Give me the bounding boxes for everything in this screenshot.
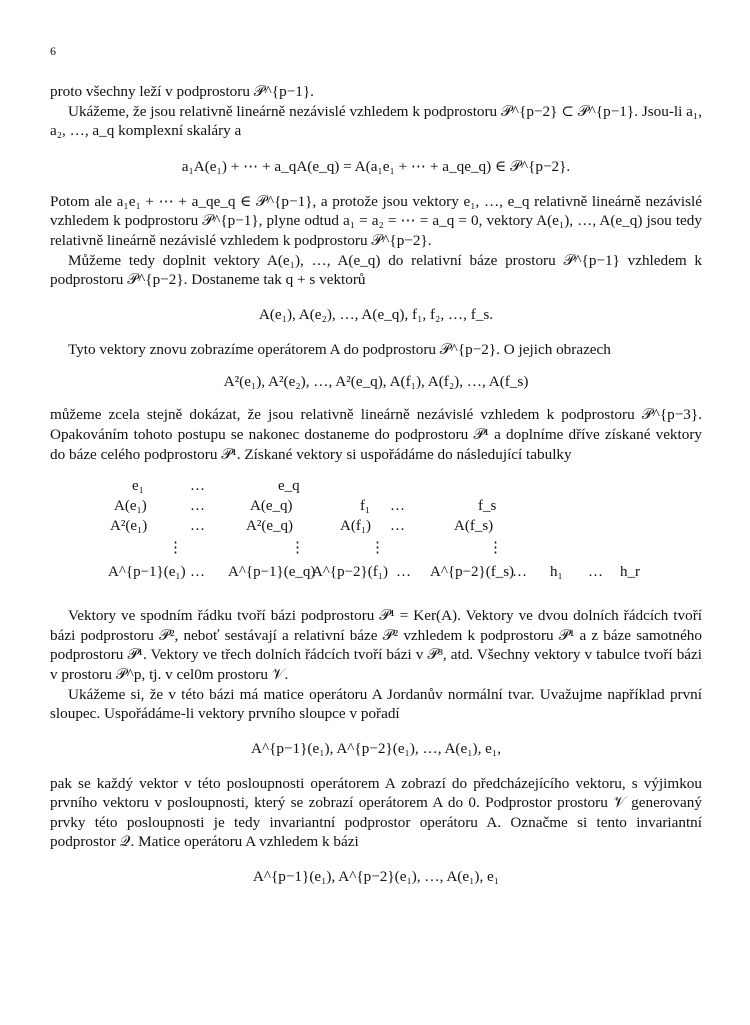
page-number: 6 xyxy=(50,44,56,58)
paragraph-6: můžeme zcela stejně dokázat, že jsou relativně lineárně nezávislé vzhledem k podprostoru 𝒫^{p−3}. Opakováním tohoto postupu se nakonec dostaneme do podprostoru 𝒫¹ a doplníme dříve získané vektory do báze celého podprostoru 𝒫¹. Získané vektory si uspořádáme do následující tabulky xyxy=(50,406,702,463)
table-cell: A^{p−2}(f₁) xyxy=(312,564,388,581)
paragraph-5: Tyto vektory znovu zobrazíme operátorem A do podprostoru 𝒫^{p−2}. O jejich obrazech xyxy=(68,340,611,358)
table-cell: … xyxy=(190,564,205,581)
table-cell: … xyxy=(190,518,205,535)
table-cell: f₁ xyxy=(360,498,371,515)
table-cell: A^{p−2}(f_s) xyxy=(430,564,515,581)
table-cell: A^{p−1}(e₁) xyxy=(108,564,186,581)
paragraph-4: Můžeme tedy doplnit vektory A(e₁), …, A(e_q) do relativní báze prostoru 𝒫^{p−1} vzhledem k podprostoru 𝒫^{p−2}. Dostaneme tak q + s vektorů xyxy=(50,251,702,289)
table-cell: A^{p−1}(e_q) xyxy=(228,564,316,581)
table-cell: A(e_q) xyxy=(250,498,293,515)
table-cell: h₁ xyxy=(550,564,563,581)
table-cell: … xyxy=(190,478,205,495)
table-cell: … xyxy=(396,564,411,581)
equation-5: A^{p−1}(e₁), A^{p−2}(e₁), …, A(e₁), e₁ xyxy=(252,868,500,886)
table-cell: e₁ xyxy=(132,478,144,495)
table-cell: … xyxy=(390,518,405,535)
table-cell: h_r xyxy=(620,564,640,581)
table-cell: ⋮ xyxy=(488,540,503,557)
table-cell: f_s xyxy=(478,498,497,515)
equation-3: A²(e₁), A²(e₂), …, A²(e_q), A(f₁), A(f₂), …, A(f_s) xyxy=(223,373,529,391)
paragraph-1: proto všechny leží v podprostoru 𝒫^{p−1}. xyxy=(50,83,314,100)
table-cell: A(f₁) xyxy=(340,518,372,535)
paragraph-7: Vektory ve spodním řádku tvoří bázi podprostoru 𝒫¹ = Ker(A). Vektory ve dvou dolních řádcích tvoří bázi podprostoru 𝒫², neboť sestávají a relativní báze 𝒫² vzhledem k podprostoru 𝒫¹ a z báze samotného podprostoru 𝒫¹. Vektory ve třech dolních řádcích tvoří bázi v 𝒫³, atd. Všechny vektory v tabulce tvoří bázi v prostoru 𝒫^p, tj. v cel0m prostoru 𝒱. xyxy=(50,607,702,683)
table-cell: A²(e_q) xyxy=(246,518,293,535)
table-cell: … xyxy=(512,564,527,581)
table-cell: A(f_s) xyxy=(454,518,494,535)
paragraph-9: pak se každý vektor v této posloupnosti operátorem A zobrazí do předcházejícího vektoru, s výjimkou prvního vektoru v posloupnosti, který se zobrazí operátorem A do 0. Podprostor prostoru 𝒱 generovaný prvky této posloupnosti je tedy invariantní podprostor operátoru A. Označme si tento invariantní podprostor 𝒬. Matice operátoru A vzhledem k bázi xyxy=(50,774,702,851)
table-cell: ⋮ xyxy=(370,540,385,557)
table-cell: … xyxy=(390,498,405,515)
paragraph-2: Ukážeme, že jsou relativně lineárně nezávislé vzhledem k podprostoru 𝒫^{p−2} ⊂ 𝒫^{p−1}. Jsou-li a₁, a₂, …, a_q komplexní skaláry a xyxy=(50,102,702,140)
equation-4: A^{p−1}(e₁), A^{p−2}(e₁), …, A(e₁), e₁, xyxy=(251,739,501,757)
page-body xyxy=(50,40,702,886)
table-cell: e_q xyxy=(278,478,300,495)
table-cell: … xyxy=(190,498,205,515)
equation-1: a₁A(e₁) + ⋯ + a_qA(e_q) = A(a₁e₁ + ⋯ + a_qe_q) ∈ 𝒫^{p−2}. xyxy=(181,157,571,175)
table-cell: ⋮ xyxy=(168,540,183,557)
table-cell: … xyxy=(588,564,603,581)
equation-2: A(e₁), A(e₂), …, A(e_q), f₁, f₂, …, f_s. xyxy=(258,305,494,323)
paragraph-3: Potom ale a₁e₁ + ⋯ + a_qe_q ∈ 𝒫^{p−1}, a protože jsou vektory e₁, …, e_q relativně lineárně nezávislé vzhledem k podprostoru 𝒫^{p−1}, plyne odtud a₁ = a₂ = ⋯ = a_q = 0, vektory A(e₁), …, A(e_q) jsou tedy relativně lineárně nezávislé vzhledem k podprostoru 𝒫^{p−2}. xyxy=(50,192,702,249)
table-cell: ⋮ xyxy=(290,540,305,557)
table-cell: A(e₁) xyxy=(114,498,147,515)
vector-table xyxy=(50,474,702,606)
paragraph-8: Ukážeme si, že v této bázi má matice operátoru A Jordanův normální tvar. Uvažujme například první sloupec. Uspořádáme-li vektory prvního sloupce v pořadí xyxy=(50,685,702,723)
table-cell: A²(e₁) xyxy=(110,518,148,535)
